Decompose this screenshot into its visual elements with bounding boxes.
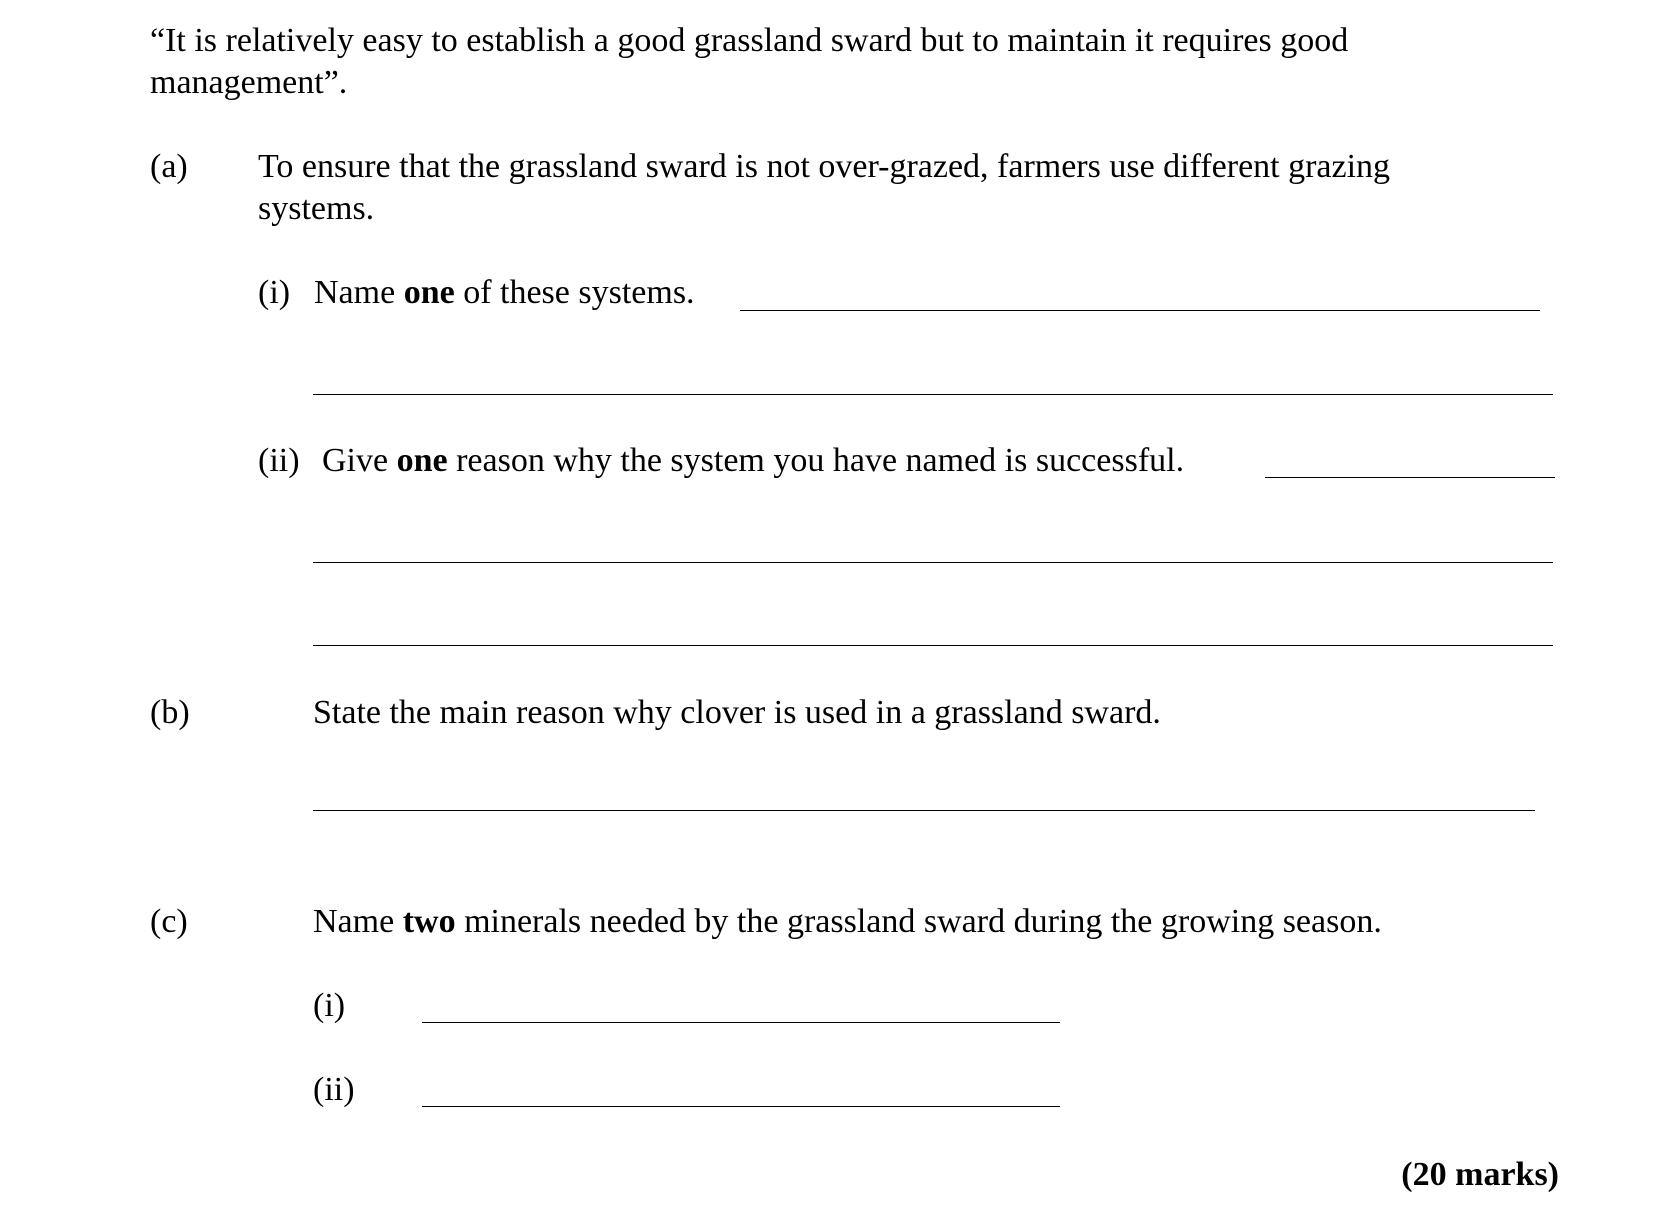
part-a-ii-text-after: reason why the system you have named is successful. <box>447 442 1185 479</box>
answer-line-a-i-2[interactable] <box>313 394 1553 395</box>
part-a-i-text-before: Name <box>314 274 404 311</box>
part-a-stem-line-2: systems. <box>258 190 375 227</box>
intro-line-2: management”. <box>150 64 348 101</box>
answer-line-a-ii-3[interactable] <box>313 645 1553 646</box>
part-c-answer-ii-label: (ii) <box>313 1071 355 1108</box>
intro-line-1: “It is relatively easy to establish a good grassland sward but to maintain it requires good <box>150 22 1349 59</box>
answer-line-b[interactable] <box>313 810 1535 811</box>
part-a-i-label: (i) <box>258 274 291 311</box>
part-a-ii-text-before: Give <box>322 442 397 479</box>
answer-line-c-ii[interactable] <box>422 1106 1060 1107</box>
part-a-ii-question <box>322 440 1184 482</box>
answer-line-a-i-1[interactable] <box>740 310 1540 311</box>
part-c-answer-i-label: (i) <box>313 987 346 1024</box>
part-a-stem-line-1: To ensure that the grassland sward is not over-grazed, farmers use different grazing <box>258 148 1391 185</box>
part-a-i-question <box>314 272 695 314</box>
part-c-bold: two <box>402 903 456 940</box>
total-marks: (20 marks) <box>1401 1156 1559 1193</box>
part-c-text-after: minerals needed by the grassland sward during the growing season. <box>455 903 1382 940</box>
part-c-text-before: Name <box>313 903 403 940</box>
answer-line-a-ii-1[interactable] <box>1265 477 1555 478</box>
part-a-i-text-after: of these systems. <box>454 274 695 311</box>
part-a-ii-bold: one <box>396 442 448 479</box>
answer-line-c-i[interactable] <box>422 1022 1060 1023</box>
part-b-question: State the main reason why clover is used in a grassland sward. <box>313 694 1161 731</box>
part-c-label: (c) <box>150 903 188 940</box>
part-b-label: (b) <box>150 694 190 731</box>
part-a-ii-label: (ii) <box>258 442 300 479</box>
answer-line-a-ii-2[interactable] <box>313 562 1553 563</box>
part-c-question <box>313 901 1382 943</box>
part-a-i-bold: one <box>403 274 455 311</box>
part-a-label: (a) <box>150 148 188 185</box>
